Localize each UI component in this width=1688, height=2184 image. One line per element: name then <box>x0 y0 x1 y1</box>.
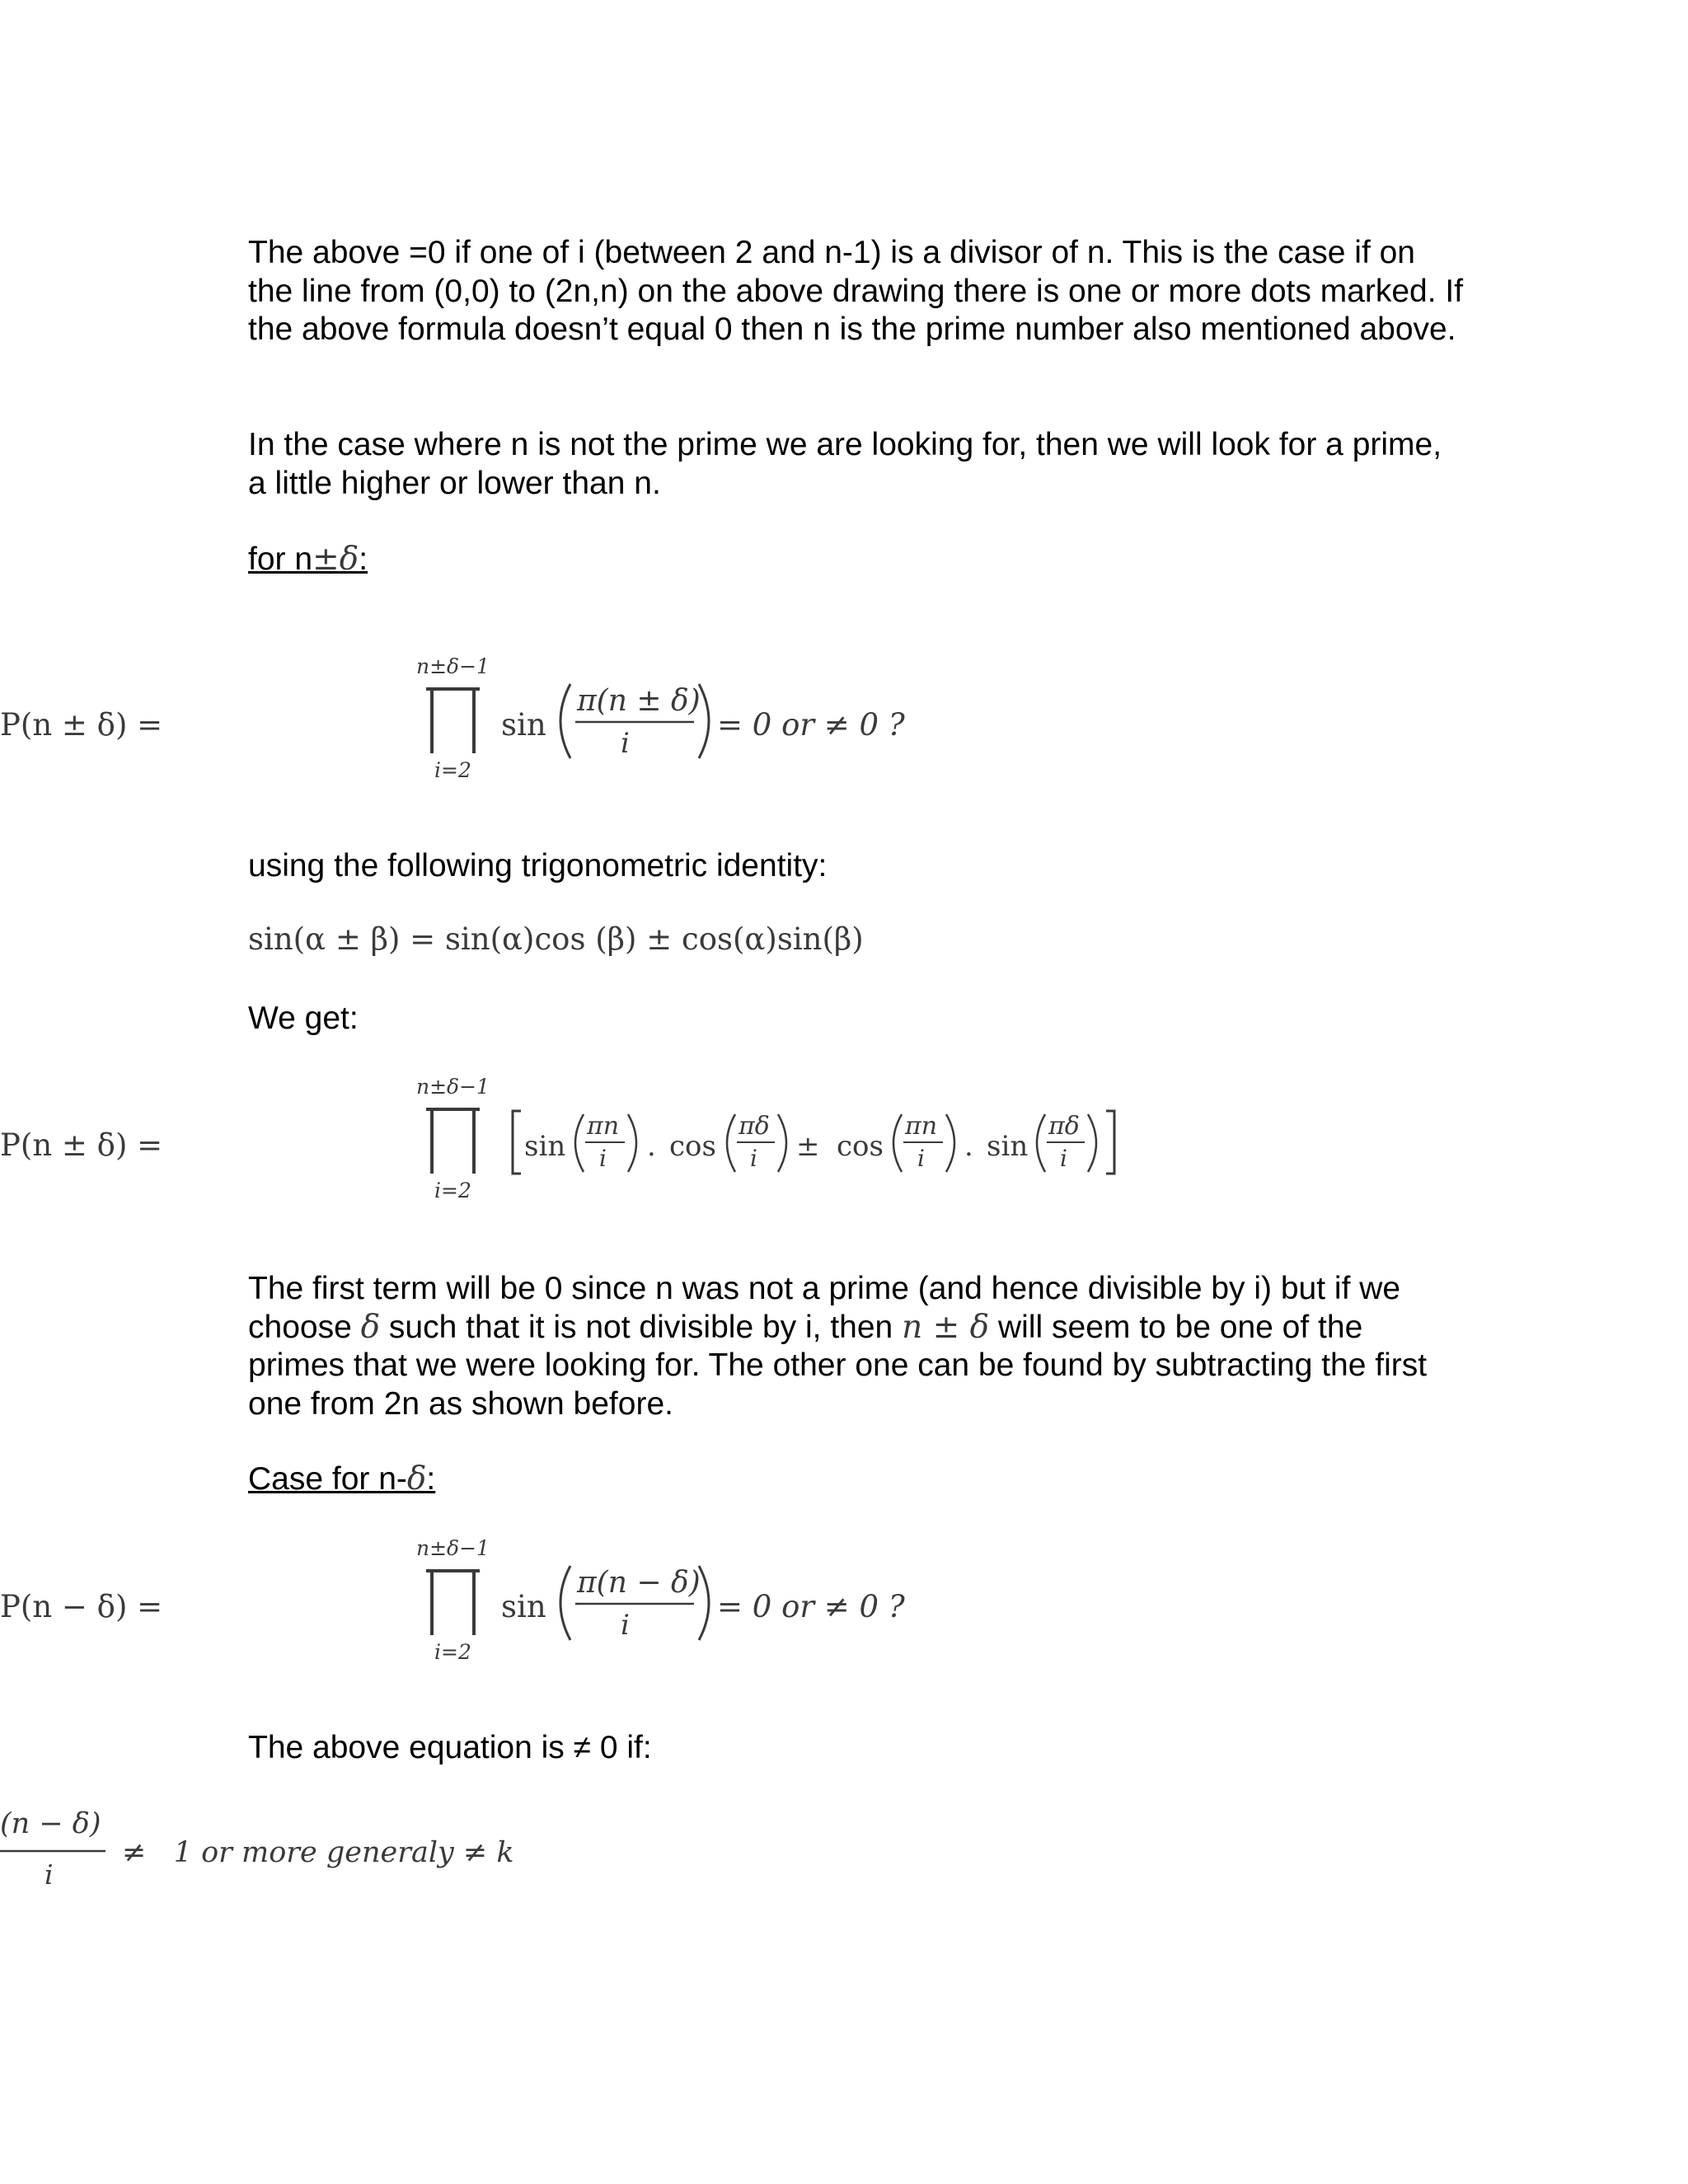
fraction-numerator: π(n − δ) <box>577 1566 701 1600</box>
paragraph-first-term-zero <box>248 1270 1468 1423</box>
inline-delta: δ <box>360 1308 381 1346</box>
inline-n-plus-minus-delta: n ± δ <box>902 1308 990 1346</box>
product-upper-limit: n±δ−1 <box>416 654 490 678</box>
heading-text: for n <box>248 541 313 577</box>
paragraph-divisor-condition: The above =0 if one of i (between 2 and n-1) is a divisor of n. This is the case if on the line from (0,0) to (2n,n) on the above drawing there is one or more dots marked. If the above formula doesn’t equal 0 then n is the prime number also mentioned above. <box>248 235 1464 347</box>
term3-denominator: i <box>917 1145 925 1172</box>
heading-pm-symbol: ± <box>312 541 340 578</box>
heading-colon: : <box>426 1461 436 1497</box>
paragraph-not-equal-condition: The above equation is ≠ 0 if: <box>248 1730 652 1765</box>
fraction-numerator: π(n ± δ) <box>577 684 701 718</box>
term1-denominator: i <box>599 1145 607 1172</box>
product-upper-limit: n±δ−1 <box>416 1536 490 1560</box>
paragraph-search-prime: In the case where n is not the prime we are looking for, then we will look for a prime, a little higher or lower than n. <box>248 427 1442 501</box>
left-bracket <box>513 1111 521 1174</box>
term4-denominator: i <box>1060 1145 1067 1172</box>
paragraph-text-part-2: such that it is not divisible by i, then <box>380 1309 903 1345</box>
fraction-denominator: i <box>45 1858 54 1891</box>
product-lower-limit: i=2 <box>434 1179 471 1202</box>
term3-function: cos <box>837 1130 884 1163</box>
product-symbol <box>426 689 480 753</box>
heading-delta-symbol: δ <box>339 541 359 578</box>
term1-numerator: πn <box>587 1112 620 1141</box>
product-upper-limit: n±δ−1 <box>416 1075 490 1099</box>
right-paren <box>699 1566 709 1640</box>
fraction-denominator: i <box>621 1609 630 1642</box>
equation-rhs: ≠ 1 or more generaly ≠ k <box>122 1836 514 1869</box>
equation-rhs: = 0 or ≠ 0 ? <box>717 1589 905 1624</box>
term4-numerator: πδ <box>1048 1112 1080 1141</box>
term2-denominator: i <box>750 1145 757 1172</box>
sine-function: sin <box>501 707 546 743</box>
equation-product-expanded <box>0 1063 1401 1228</box>
dot-operator-1: . <box>647 1130 656 1163</box>
equation-ratio-condition <box>0 1797 1401 1961</box>
term1-left-paren <box>575 1114 584 1172</box>
heading-delta-symbol: δ <box>406 1460 427 1497</box>
paragraph-we-get: We get: <box>248 1001 359 1036</box>
right-bracket <box>1106 1111 1114 1174</box>
heading-text: Case for n- <box>248 1461 407 1497</box>
term1-function: sin <box>524 1130 566 1163</box>
equation-lhs: P(n ± δ) = <box>0 1127 163 1163</box>
product-lower-limit: i=2 <box>434 1640 471 1664</box>
term2-left-paren <box>727 1114 735 1172</box>
trig-identity-equation: sin(α ± β) = sin(α)cos (β) ± cos(α)sin(β) <box>248 921 864 957</box>
right-paren <box>699 684 709 758</box>
plus-minus-operator: ± <box>796 1130 820 1163</box>
heading-for-n-plus-minus-delta <box>248 541 368 579</box>
dot-operator-2: . <box>964 1130 973 1163</box>
heading-case-n-minus-delta <box>248 1460 435 1498</box>
fraction-numerator: (n − δ) <box>0 1807 101 1840</box>
product-lower-limit: i=2 <box>434 758 471 782</box>
equation-rhs: = 0 or ≠ 0 ? <box>717 707 905 743</box>
equation-product-n-plus-minus-delta <box>0 643 1401 808</box>
fraction-denominator: i <box>621 727 630 760</box>
paragraph-text-part-3: will seem to be one of the primes that we were looking for. The other one can be found by subtracting the first one from 2n as shown before. <box>248 1309 1428 1422</box>
term2-right-paren <box>778 1114 786 1172</box>
left-paren <box>560 684 570 758</box>
sine-function: sin <box>501 1589 546 1624</box>
term3-left-paren <box>893 1114 902 1172</box>
equation-lhs: P(n ± δ) = <box>0 707 163 743</box>
term3-right-paren <box>946 1114 954 1172</box>
term3-numerator: πn <box>905 1112 938 1141</box>
paragraph-text-part-1: The first term will be 0 since n was not a prime (and hence divisible by i) but if we choose <box>248 1271 1401 1345</box>
equation-lhs: P(n − δ) = <box>0 1589 163 1624</box>
left-paren <box>560 1566 570 1640</box>
paragraph-trig-identity-intro: using the following trigonometric identity: <box>248 848 828 883</box>
term2-function: cos <box>669 1130 716 1163</box>
term4-right-paren <box>1088 1114 1096 1172</box>
term4-left-paren <box>1037 1114 1045 1172</box>
heading-colon: : <box>359 541 368 577</box>
equation-product-n-minus-delta <box>0 1525 1401 1690</box>
term1-right-paren <box>628 1114 636 1172</box>
term2-numerator: πδ <box>738 1112 770 1141</box>
product-symbol <box>426 1571 480 1635</box>
term4-function: sin <box>987 1130 1029 1163</box>
product-symbol <box>426 1109 480 1174</box>
